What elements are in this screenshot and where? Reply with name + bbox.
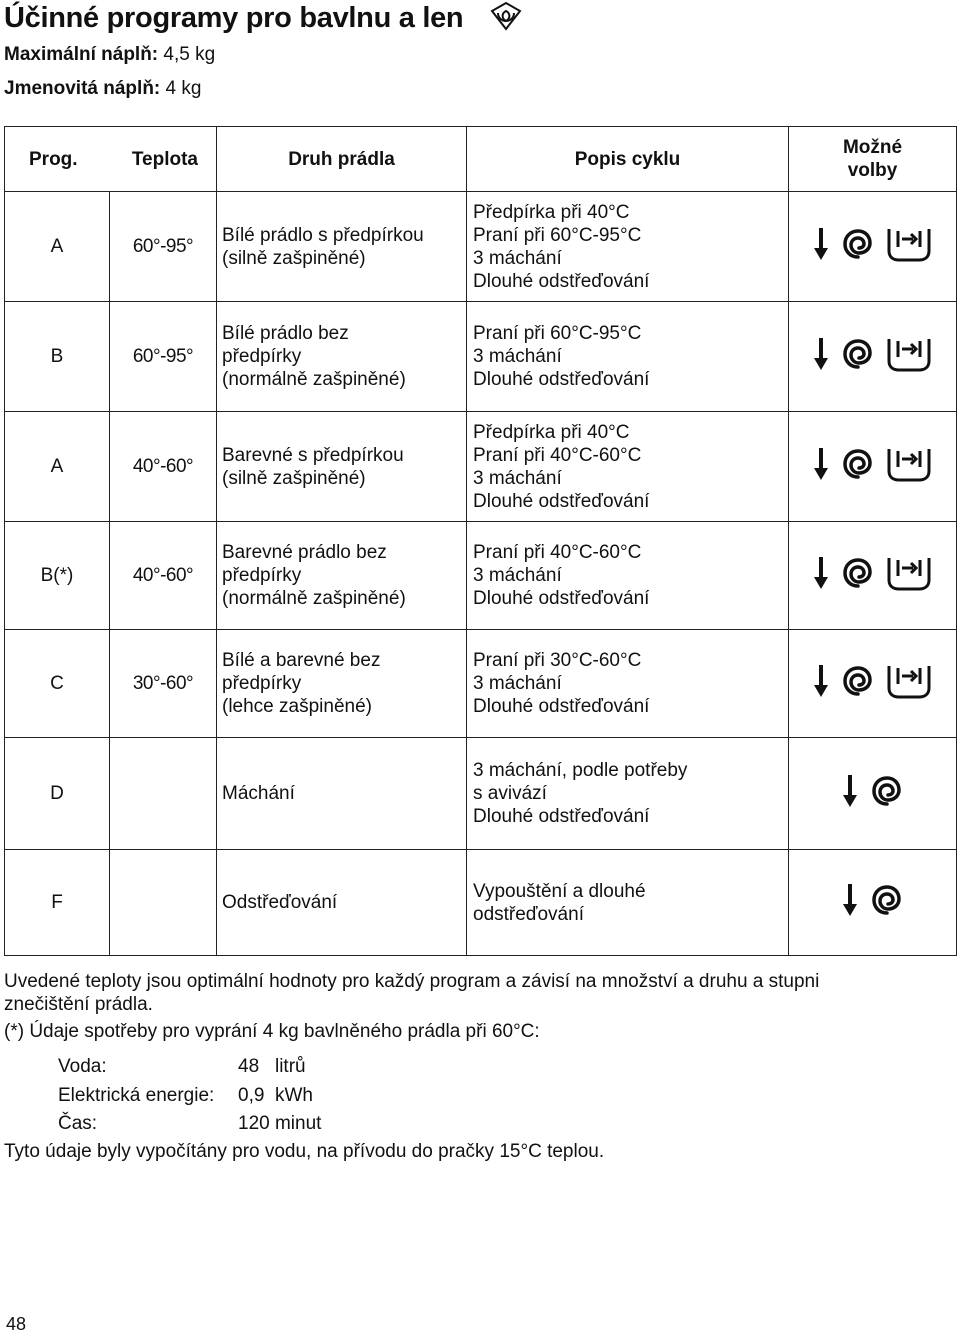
page-title (4, 2, 523, 36)
header-prog: Prog. (29, 148, 78, 170)
option-icons (843, 882, 903, 918)
header-volby (789, 127, 957, 192)
cell-temperature: 40°-60° (110, 412, 217, 522)
cell-program: A (5, 412, 110, 522)
consumption-row-energy (58, 1085, 313, 1107)
cycle-description-line: 3 máchání (473, 467, 562, 489)
spin-spiral-icon (842, 664, 874, 698)
cell-program: A (5, 192, 110, 302)
note-water-temperature: Tyto údaje byly vypočítány pro vodu, na přívodu do pračky 15°C teplou. (4, 1141, 605, 1162)
rinse-hold-icon (886, 335, 932, 373)
cotton-flower-icon (489, 0, 523, 33)
cell-cycle-description (467, 630, 789, 738)
cell-options (789, 738, 957, 850)
laundry-type-line: Bílé prádlo bez (222, 323, 349, 344)
cell-temperature: 60°-95° (110, 302, 217, 412)
cell-laundry-type (217, 192, 467, 302)
cycle-description-line: s avivází (473, 783, 547, 804)
laundry-type-line: Bílé a barevné bez (222, 650, 381, 671)
cell-program: D (5, 738, 110, 850)
header-prog-temp (5, 127, 217, 192)
cell-program: C (5, 630, 110, 738)
laundry-type-line: Odstřeďování (222, 892, 338, 913)
option-icons (814, 662, 932, 700)
cell-laundry-type (217, 302, 467, 412)
consumption-label: Elektrická energie: (58, 1085, 215, 1106)
cycle-description-line: Dlouhé odstřeďování (473, 806, 650, 827)
consumption-value: 48 litrů (238, 1056, 306, 1077)
drain-arrow-icon (843, 882, 865, 918)
consumption-label: Voda: (58, 1056, 107, 1077)
cell-program: B (5, 302, 110, 412)
cycle-description-line: 3 máchání, podle potřeby (473, 760, 688, 781)
cell-options (789, 302, 957, 412)
page-number: 48 (6, 1314, 27, 1334)
spin-spiral-icon (842, 227, 874, 261)
laundry-type-line: předpírky (222, 673, 302, 694)
max-load-label: Maximální náplň: (4, 44, 159, 65)
note-temperatures-line2: znečištění prádla. (4, 994, 153, 1015)
cycle-description-line: 3 máchání (473, 565, 562, 586)
cycle-description-line: Předpírka při 40°C (473, 421, 630, 443)
nominal-load-label: Jmenovitá náplň: (4, 78, 161, 99)
laundry-type-line: (silně zašpiněné) (222, 247, 366, 269)
note-temperatures-line1: Uvedené teploty jsou optimální hodnoty pro každý program a závisí na množství a druhu a stupni (4, 971, 820, 992)
program-table (4, 126, 957, 956)
table-row (5, 630, 957, 738)
note-consumption-intro: (*) Údaje spotřeby pro vyprání 4 kg bavlněného prádla při 60°C: (4, 1021, 540, 1042)
option-icons (814, 445, 932, 483)
cell-cycle-description (467, 302, 789, 412)
option-icons (814, 225, 932, 263)
cycle-description-line: Dlouhé odstřeďování (473, 369, 650, 390)
drain-arrow-icon (843, 773, 865, 809)
cell-temperature: 60°-95° (110, 192, 217, 302)
cell-options (789, 192, 957, 302)
laundry-type-line: (silně zašpiněné) (222, 467, 366, 489)
rinse-hold-icon (886, 554, 932, 592)
max-load-value: 4,5 kg (163, 44, 216, 65)
cell-program: F (5, 850, 110, 956)
cell-laundry-type (217, 738, 467, 850)
laundry-type-line: Bílé prádlo s předpírkou (222, 224, 424, 246)
cell-options (789, 412, 957, 522)
cycle-description-line: Dlouhé odstřeďování (473, 696, 650, 717)
header-popis: Popis cyklu (467, 127, 789, 192)
laundry-type-line: Barevné s předpírkou (222, 444, 404, 466)
cell-cycle-description (467, 738, 789, 850)
spin-spiral-icon (842, 447, 874, 481)
notes (4, 970, 956, 1043)
cell-cycle-description (467, 192, 789, 302)
laundry-type-line: Máchání (222, 783, 295, 804)
table-row (5, 738, 957, 850)
cell-cycle-description (467, 850, 789, 956)
cell-options (789, 850, 957, 956)
cycle-description-line: Dlouhé odstřeďování (473, 588, 650, 609)
cycle-description-line: Dlouhé odstřeďování (473, 270, 650, 292)
spin-spiral-icon (842, 556, 874, 590)
cycle-description-line: 3 máchání (473, 247, 562, 269)
rinse-hold-icon (886, 662, 932, 700)
table-row (5, 850, 957, 956)
laundry-type-line: (lehce zašpiněné) (222, 696, 372, 717)
table-row (5, 522, 957, 630)
cell-laundry-type (217, 850, 467, 956)
option-icons (814, 335, 932, 373)
cell-laundry-type (217, 412, 467, 522)
spin-spiral-icon (871, 883, 903, 917)
max-load (4, 44, 215, 66)
cell-cycle-description (467, 522, 789, 630)
cell-options (789, 630, 957, 738)
cycle-description-line: odstřeďování (473, 903, 584, 925)
cell-laundry-type (217, 522, 467, 630)
drain-arrow-icon (814, 663, 836, 699)
laundry-type-line: (normálně zašpiněné) (222, 369, 406, 390)
table-header-row (5, 127, 957, 192)
consumption-label: Čas: (58, 1113, 98, 1134)
header-druh: Druh prádla (217, 127, 467, 192)
laundry-type-line: předpírky (222, 346, 302, 367)
table-row (5, 412, 957, 522)
cycle-description-line: Vypouštění a dlouhé (473, 880, 646, 902)
cycle-description-line: 3 máchání (473, 346, 562, 367)
nominal-load (4, 78, 201, 100)
cycle-description-line: Dlouhé odstřeďování (473, 490, 650, 512)
cycle-description-line: Předpírka při 40°C (473, 201, 630, 223)
drain-arrow-icon (814, 555, 836, 591)
cycle-description-line: 3 máchání (473, 673, 562, 694)
page-title-text: Účinné programy pro bavlnu a len (4, 2, 464, 34)
cell-cycle-description (467, 412, 789, 522)
cycle-description-line: Praní při 30°C-60°C (473, 650, 642, 671)
rinse-hold-icon (886, 225, 932, 263)
consumption-value: 0,9 kWh (238, 1085, 313, 1106)
consumption-row-water (58, 1056, 306, 1078)
cell-temperature (110, 850, 217, 956)
cell-temperature: 30°-60° (110, 630, 217, 738)
table-body (5, 192, 957, 956)
cycle-description-line: Praní při 40°C-60°C (473, 444, 642, 466)
table-row (5, 302, 957, 412)
drain-arrow-icon (814, 446, 836, 482)
cycle-description-line: Praní při 40°C-60°C (473, 542, 642, 563)
header-volby-line1: Možné (842, 137, 903, 158)
header-temp: Teplota (131, 148, 198, 170)
table-row (5, 192, 957, 302)
laundry-type-line: předpírky (222, 565, 302, 586)
laundry-type-line: (normálně zašpiněné) (222, 588, 406, 609)
cycle-description-line: Praní při 60°C-95°C (473, 224, 642, 246)
cycle-description-line: Praní při 60°C-95°C (473, 323, 642, 344)
header-volby-line2: volby (847, 160, 898, 181)
cell-temperature: 40°-60° (110, 522, 217, 630)
option-icons (843, 773, 903, 809)
laundry-type-line: Barevné prádlo bez (222, 542, 387, 563)
spin-spiral-icon (871, 774, 903, 808)
nominal-load-value: 4 kg (165, 78, 202, 99)
spin-spiral-icon (842, 337, 874, 371)
rinse-hold-icon (886, 445, 932, 483)
drain-arrow-icon (814, 336, 836, 372)
cell-program: B(*) (5, 522, 110, 630)
drain-arrow-icon (814, 226, 836, 262)
consumption-row-time (58, 1113, 321, 1135)
cell-laundry-type (217, 630, 467, 738)
cell-temperature (110, 738, 217, 850)
consumption-value: 120 minut (238, 1113, 322, 1134)
option-icons (814, 554, 932, 592)
cell-options (789, 522, 957, 630)
